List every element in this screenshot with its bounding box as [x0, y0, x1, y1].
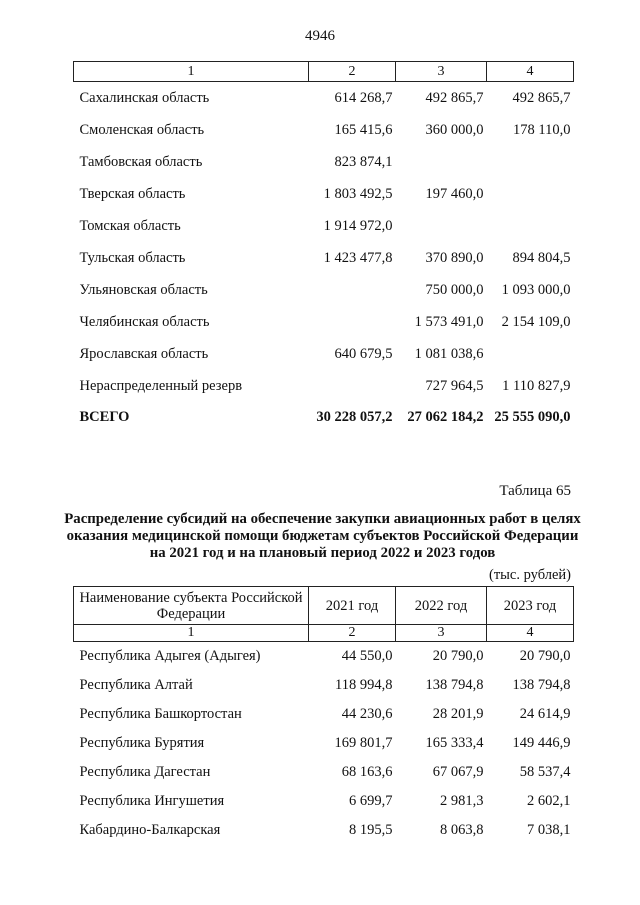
value-2023: 58 537,4	[519, 764, 571, 780]
units-note: (тыс. рублей)	[489, 567, 571, 583]
subsidy-table	[73, 586, 574, 845]
value-2021: 1 914 972,0	[323, 217, 393, 234]
column-number-2: 2	[309, 62, 396, 82]
page-number: 4946	[305, 28, 335, 44]
value-2022: 28 201,9	[432, 706, 484, 722]
value-2022: 27 062 184,2	[407, 408, 484, 425]
value-2021: 8 195,5	[349, 822, 393, 838]
table-row	[74, 82, 574, 115]
table-row	[74, 816, 574, 845]
table-header-row	[74, 587, 574, 625]
value-2021: 30 228 057,2	[316, 408, 393, 425]
value-2022: 370 890,0	[425, 249, 484, 266]
region-name: Кабардино-Балкарская	[79, 822, 221, 838]
column-number-3: 3	[396, 62, 487, 82]
region-name: Республика Адыгея (Адыгея)	[79, 648, 261, 664]
table-row	[74, 758, 574, 787]
region-name: Тульская область	[79, 249, 186, 266]
header-2023: 2023 год	[487, 587, 574, 625]
table-row	[74, 671, 574, 700]
value-2023: 2 602,1	[527, 793, 571, 809]
column-number-header	[74, 62, 574, 82]
table-row	[74, 642, 574, 672]
table-row	[74, 210, 574, 242]
value-2022: 20 790,0	[432, 648, 484, 664]
table-row	[74, 700, 574, 729]
value-2023: 894 804,5	[512, 249, 571, 266]
value-2021: 44 550,0	[341, 648, 393, 664]
value-2022: 727 964,5	[425, 377, 484, 394]
value-2023: 24 614,9	[519, 706, 571, 722]
value-2021	[309, 306, 396, 338]
value-2021: 44 230,6	[341, 706, 393, 722]
value-2023	[487, 338, 574, 370]
value-2022: 750 000,0	[425, 281, 484, 298]
table-continuation	[73, 61, 574, 432]
value-2023: 492 865,7	[512, 89, 571, 106]
value-2022: 1 573 491,0	[414, 313, 484, 330]
column-number-4: 4	[487, 625, 574, 642]
region-name: Республика Башкортостан	[79, 706, 242, 722]
value-2023	[487, 210, 574, 242]
value-2022	[396, 210, 487, 242]
column-number-2: 2	[309, 625, 396, 642]
table-row	[74, 178, 574, 210]
value-2022: 492 865,7	[425, 89, 484, 106]
header-region-name: Наименование субъекта Российской Федерации	[74, 587, 309, 625]
value-2021: 68 163,6	[341, 764, 393, 780]
value-2021: 1 423 477,8	[323, 249, 393, 266]
column-number-1: 1	[74, 625, 309, 642]
value-2021: 640 679,5	[334, 345, 393, 362]
value-2022	[396, 146, 487, 178]
region-name: Сахалинская область	[79, 89, 210, 106]
region-name: Нераспределенный резерв	[79, 377, 243, 394]
column-number-4: 4	[487, 62, 574, 82]
header-2022: 2022 год	[396, 587, 487, 625]
value-2022: 2 981,3	[440, 793, 484, 809]
table-label: Таблица 65	[499, 483, 571, 499]
region-name: Республика Ингушетия	[79, 793, 225, 809]
value-2021	[309, 370, 396, 402]
value-2023: 178 110,0	[513, 121, 571, 138]
value-2022: 165 333,4	[425, 735, 484, 751]
value-2023: 25 555 090,0	[494, 408, 571, 425]
region-name: Республика Алтай	[79, 677, 193, 693]
value-2023: 149 446,9	[512, 735, 571, 751]
table-row	[74, 729, 574, 758]
value-2023: 2 154 109,0	[501, 313, 571, 330]
region-name: Республика Дагестан	[79, 764, 211, 780]
region-name: ВСЕГО	[79, 408, 130, 425]
value-2023	[487, 178, 574, 210]
value-2023: 1 093 000,0	[501, 281, 571, 298]
value-2021	[309, 274, 396, 306]
value-2023: 7 038,1	[527, 822, 571, 838]
value-2021: 614 268,7	[334, 89, 393, 106]
region-name: Челябинская область	[79, 313, 210, 330]
value-2023	[487, 146, 574, 178]
table-row	[74, 338, 574, 370]
total-row	[74, 402, 574, 432]
value-2022: 138 794,8	[425, 677, 484, 693]
table-row	[74, 146, 574, 178]
table-row	[74, 787, 574, 816]
region-name: Тамбовская область	[79, 153, 203, 170]
header-2021: 2021 год	[309, 587, 396, 625]
value-2023: 138 794,8	[512, 677, 571, 693]
column-number-header	[74, 625, 574, 642]
value-2021: 6 699,7	[349, 793, 393, 809]
region-name: Смоленская область	[79, 121, 205, 138]
value-2023: 1 110 827,9	[502, 377, 571, 394]
value-2021: 823 874,1	[334, 153, 393, 170]
region-name: Тверская область	[79, 185, 186, 202]
value-2021: 118 994,8	[335, 677, 393, 693]
value-2023: 20 790,0	[519, 648, 571, 664]
table-row	[74, 114, 574, 146]
region-name: Республика Бурятия	[79, 735, 205, 751]
table-row	[74, 370, 574, 402]
region-name: Ульяновская область	[79, 281, 208, 298]
region-name: Ярославская область	[79, 345, 209, 362]
region-name: Томская область	[79, 217, 181, 234]
value-2021: 165 415,6	[334, 121, 393, 138]
value-2022: 197 460,0	[425, 185, 484, 202]
value-2022: 360 000,0	[425, 121, 484, 138]
column-number-3: 3	[396, 625, 487, 642]
table-row	[74, 306, 574, 338]
table-row	[74, 242, 574, 274]
table-row	[74, 274, 574, 306]
value-2022: 1 081 038,6	[414, 345, 484, 362]
value-2021: 169 801,7	[334, 735, 393, 751]
value-2022: 8 063,8	[440, 822, 484, 838]
column-number-1: 1	[74, 62, 309, 82]
table-title: Распределение субсидий на обеспечение закупки авиационных работ в целях оказания медицинской помощи бюджетам субъектов Российской Федерации на 2021 год и на плановый период 2022 и 2023 годов	[64, 511, 581, 561]
value-2021: 1 803 492,5	[323, 185, 393, 202]
value-2022: 67 067,9	[432, 764, 484, 780]
